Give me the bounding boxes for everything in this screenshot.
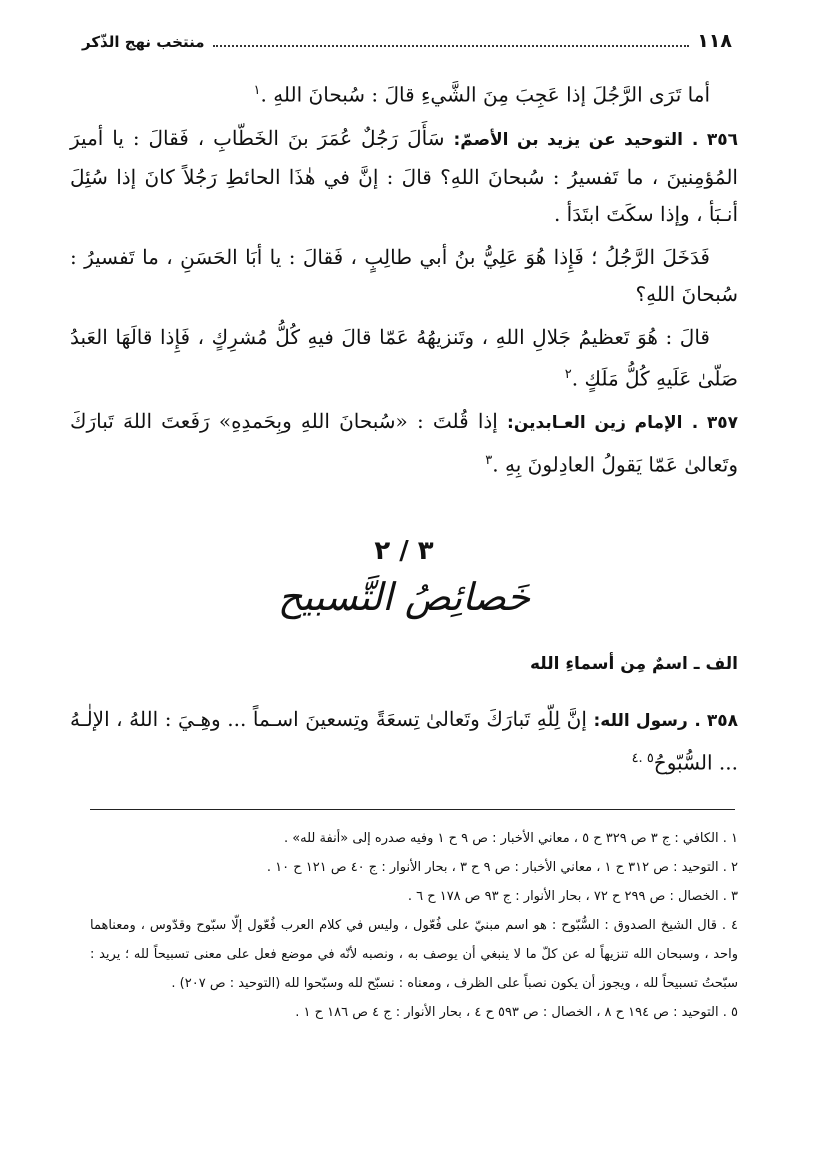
paragraph-text: فَدَخَلَ الرَّجُلُ ؛ فَإِذا هُوَ عَلِيُّ بنُ أبي طالِبٍ ، فَقالَ : يا أبَا الحَسَنِ ، ما تَفسيرُ : سُبحانَ اللهِ؟: [70, 244, 738, 306]
footnote-ref: ١: [253, 83, 261, 98]
hadith-number: ٣٥٧ .: [691, 413, 739, 434]
hadith-text: إنَّ لِلّهِ تَبارَكَ وتَعالىٰ تِسعَةً وتِسعينَ اسـماً ... وهِـيَ : اللهُ ، الإلٰـهُ ... السُّبّوحُ: [70, 707, 738, 775]
hadith-357: [70, 403, 738, 484]
footnotes: [90, 824, 738, 1027]
page-number: ١١٨: [697, 30, 732, 52]
hadith-text: إذا قُلتَ : «سُبحانَ اللهِ وبِحَمدِهِ» رَفَعتَ اللهَ تَبارَكَ وتَعالىٰ عَمّا يَقولُ العادِلونَ بِهِ .: [70, 409, 738, 477]
paragraph: [70, 239, 738, 313]
paragraph: [70, 72, 738, 114]
section-title: خَصائِصُ التَّسبيح: [277, 575, 531, 619]
footnote: ٢ . التوحيد : ص ٣١٢ ح ١ ، معاني الأخبار : ص ٩ ح ٣ ، بحار الأنوار : ج ٤٠ ص ١٢١ ح ١٠ .: [266, 860, 738, 875]
header-dotted-leader: [213, 31, 690, 47]
hadith-358: [70, 700, 738, 782]
footnote-ref: ٢: [564, 366, 572, 382]
footnote: ١ . الكافي : ج ٣ ص ٣٢٩ ح ٥ ، معاني الأخبار : ص ٩ ح ١ وفيه صدره إلى «أنفة لله» .: [283, 831, 738, 846]
paragraph-text: أما تَرَى الرَّجُلَ إذا عَجِبَ مِنَ الشَّيءِ قالَ : سُبحانَ اللهِ .: [260, 82, 710, 107]
paragraph-text: قالَ : هُوَ تَعظيمُ جَلالِ اللهِ ، وتَنزيهُهُ عَمّا قالَ فيهِ كُلُّ مُشرِكٍ ، فَإِذا قالَهَا العَبدُ صَلّىٰ عَلَيهِ كُلُّ مَلَكٍ .: [70, 324, 738, 391]
hadith-source: رسول الله:: [593, 711, 688, 731]
hadith-number: ٣٥٦ .: [691, 129, 738, 150]
footnote: ٥ . التوحيد : ص ١٩٤ ح ٨ ، الخصال : ص ٥٩٣ ح ٤ ، بحار الأنوار : ج ٤ ص ١٨٦ ح ١ .: [295, 1005, 738, 1020]
book-title: منتخب نهج الذّكر: [82, 33, 205, 51]
footnote-ref: ٣: [485, 453, 493, 469]
main-text: [70, 72, 738, 490]
hadith-text: سَأَلَ رَجُلٌ عُمَرَ بنَ الخَطّابِ ، فَقالَ : يا أميرَ المُؤمِنينَ ، ما تَفسيرُ : سُبحانَ اللهِ؟ قالَ : إنَّ في هٰذَا الحائطِ رَجُلاً كانَ إذا سُئِلَ أنـبَأ ، وإذا سكَتَ ابتَدَأ .: [70, 125, 738, 226]
hadith-source: الإمام زين العـابدين:: [507, 413, 683, 434]
paragraph: [70, 319, 738, 398]
hadith-356: [70, 120, 738, 233]
footnote: ٤ . قال الشيخ الصدوق : السُّبّوح : هو اسم مبنيّ على فُعّول ، وليس في كلام العرب فُعّول إلّا سبّوح وقدّوس ، ومعناهما واحد ، وسبحان الله تنزيهاً له عن كلّ ما لا ينبغي أن يوصف به ، ونصبه لأنّه في موضع فعل على معنى تسبيحاً لله ؛ يريد : سبّحتُ تسبيحاً لله ، ويجوز أن يكون نصباً على الظرف ، ومعناه : نسبّح لله وسبّحوا لله (التوحيد : ص ٢٠٧) .: [90, 918, 738, 991]
footnote-divider: [90, 809, 735, 810]
hadith-source: التوحيد عن يزيد بن الأصمّ:: [453, 129, 683, 150]
main-text-continued: [70, 700, 738, 782]
section-number: ٣ / ٢: [374, 536, 434, 566]
subsection-heading: الف ـ اسمٌ مِن أسماءِ الله: [529, 654, 738, 674]
section-heading: [70, 534, 738, 626]
page-header: [82, 30, 732, 60]
footnote-ref: ٥ .٤: [631, 751, 654, 766]
footnote: ٣ . الخصال : ص ٢٩٩ ح ٧٢ ، بحار الأنوار : ج ٩٣ ص ١٧٨ ح ٦ .: [407, 889, 738, 904]
hadith-number: ٣٥٨ .: [694, 711, 739, 731]
